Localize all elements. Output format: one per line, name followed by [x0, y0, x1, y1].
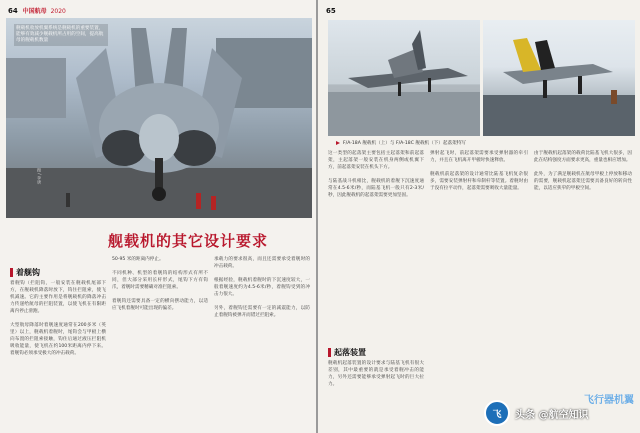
left-page-number: 64 [8, 7, 18, 15]
left-page-header [8, 5, 66, 17]
right-photo-caption-text: F/A-18A 舰载机（上）与 F/A-18C 舰载机（下）起落架特写 [343, 141, 466, 146]
photo-fa18-landing [328, 20, 480, 136]
photo-credit: 摄 / 李唐 [37, 168, 42, 184]
photo-fa18-deck [483, 20, 635, 136]
left-page [0, 0, 316, 433]
hero-photo-carrier-jet [6, 18, 312, 218]
magazine-year: 2020 [50, 8, 66, 15]
caption-marker-icon [336, 141, 340, 145]
left-col-3: 承载力的要求很高，而且还需要承受着舰时的冲击载荷。 根据经验，舰载机着舰时的下沉速度较大，一般着舰速度约为4.5-6米/秒，着舰钩受到的冲击力很大。 另外，着舰钩还需要有一定的减震能力，以防止着舰钩被弹开而错过拦阻索。 [214, 257, 310, 318]
section-title-landing-gear: 起落装置 [334, 348, 366, 357]
fa18-deck-illustration [483, 20, 635, 136]
magazine-name: 中国航母 [22, 8, 47, 15]
section-title-tailhook: 着舰钩 [16, 268, 40, 277]
right-page [318, 0, 640, 433]
fa18-landing-illustration [328, 20, 480, 136]
right-page-number: 65 [326, 7, 336, 15]
section-bar [10, 268, 13, 277]
jet-illustration [6, 18, 312, 218]
watermark-logo-icon: 飞 [484, 400, 510, 426]
watermark-site: 飞行器机翼 [584, 395, 634, 406]
hero-caption: 舰载机收放机翼系统是舰载机的重要装置，能够有效减少舰载机所占用的空间，提高航母的舰载机数量 [14, 24, 108, 46]
right-col-1: 这一类型的起落架主要包括主起落架和前起落架，主起落架一般安装在机身两侧或机翼下方，前起落架安装在机头下方。 与陆基战斗机相比，舰载机的着舰下沉速度通常在4.5-6米/秒，而陆基飞机一般只有2-3米/秒，因此舰载机的起落架需要更加坚固。 [328, 151, 424, 198]
watermark-source: 头条 @航空知识 [515, 409, 589, 421]
right-photo-caption [336, 140, 536, 146]
section-bar-2 [328, 348, 331, 357]
article-headline: 舰载机的其它设计要求 [108, 232, 269, 250]
right-col-2: 弹射起飞时，前起落架需要承受弹射器的牵引力，并且在飞机离开甲板时快速释放。 舰载机前起落架的设计通常比陆基飞机复杂很多，需要安装弹射杆和牵制杆等装置。着舰时由于没有拉平动作，起落架需要吸收大量能量。 [430, 151, 528, 191]
right-col-3: 由于舰载机起落架的载荷比陆基飞机大很多，因此在结构强度方面要求更高，重量也相应增加。 此外，为了满足舰载机在航母甲板上停放和移动的需要，舰载机起落架还需要具备良好的转向性能，以适应狭窄的甲板空间。 [534, 151, 632, 191]
right-page-header [326, 5, 336, 17]
left-col-2: 50-95 米的距离内停止。 不同机种、机型的着舰钩的结构形式有所不同，但大部分采用长杆形式，尾钩下方有钩爪，着舰时需要精确对准拦阻索。 着舰钩还需要具备一定的横向摆动能力，以适应飞机着舰时可能出现的偏差。 [112, 257, 208, 311]
watermark [484, 395, 634, 427]
left-col-1: 着舰钩（拦阻钩，一般安装在舰载机尾部下方，在舰载机降落时放下，钩住拦阻索，使飞机减速。它的主要作用是将舰载机的降落冲击力传递给航母的拦阻装置，以使飞机在有限距离内停止滑跑。 大型航母降落时着舰速度通常在200多米（英里）以上，舰载机着舰时，尾钩会与甲板上横向布置的拦阻索接触，钩住后通过液压拦阻机吸收能量，使飞机在约100米距离内停下来。着舰钩必须承受极大的冲击载荷。 [10, 281, 106, 356]
right-col-1-lower: 舰载机起落装置的设计要求与陆基飞机有很大差别，其中最重要的就是承受着舰冲击的能力，另外还需要能够承受弹射起飞时的巨大拉力。 [328, 361, 424, 387]
